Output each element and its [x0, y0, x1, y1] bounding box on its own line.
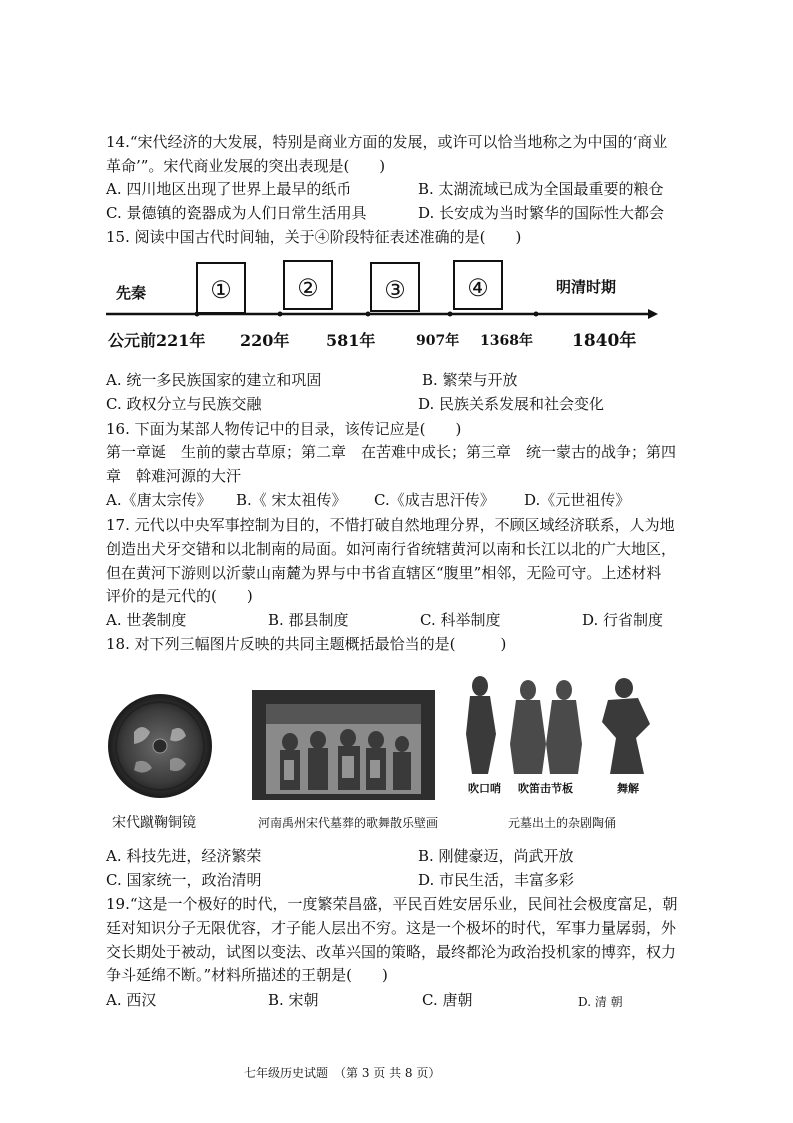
q19-option-a: A. 西汉 [106, 991, 157, 1009]
q14-option-a: A. 四川地区出现了世界上最早的纸币 [106, 180, 352, 198]
q16-option-c: C.《成吉思汗传》 [374, 491, 495, 509]
q16-line3: 章 斡难河源的大汗 [106, 467, 242, 485]
timeline-year-5: 1368年 [480, 333, 533, 349]
page-footer: 七年级历史试题 （第 3 页 共 8 页） [244, 1066, 441, 1080]
q17-option-a: A. 世袭制度 [106, 611, 187, 629]
q16-line2: 第一章诞 生前的蒙古草原；第二章 在苦难中成长；第三章 统一蒙古的战争；第四 [106, 443, 677, 461]
q14-stem-line2: 革命’”。宋代商业发展的突出表现是( ) [106, 157, 386, 175]
q16-stem: 16. 下面为某部人物传记中的目录，该传记应是( ) [106, 420, 462, 438]
timeline [100, 252, 660, 356]
timeline-start-label: 先秦 [116, 284, 147, 302]
q16-option-b: B.《 宋太祖传》 [236, 491, 347, 509]
q17-line2: 创造出犬牙交错和以北制南的局面。如河南行省统辖黄河以南和长江以北的广大地区， [106, 540, 677, 558]
q17-line3: 但在黄河下游则以沂蒙山南麓为界与中书省直辖区“腹里”相邻，无险可守。上述材料 [106, 564, 662, 582]
q18-option-d: D. 市民生活，丰富多彩 [418, 871, 575, 889]
timeline-box-2: ② [283, 260, 333, 310]
figurines-image [458, 674, 658, 778]
q17-option-b: B. 郡县制度 [268, 611, 349, 629]
figurine-label-2: 吹笛击节板 [518, 782, 573, 795]
timeline-end-label: 明清时期 [556, 278, 617, 296]
q15-option-d: D. 民族关系发展和社会变化 [418, 395, 605, 413]
q15-option-a: A. 统一多民族国家的建立和巩固 [106, 371, 322, 389]
q16-option-a: A.《唐太宗传》 [106, 491, 212, 509]
timeline-box-4: ④ [453, 260, 503, 310]
q18-option-c: C. 国家统一，政治清明 [106, 871, 262, 889]
q19-line3: 交长期处于被动，试图以变法、改革兴国的策略，最终都沦为政治投机家的博弈，权力 [106, 943, 677, 961]
timeline-year-3: 581年 [326, 331, 376, 350]
q16-option-d: D.《元世祖传》 [524, 491, 631, 509]
figurine-label-1: 吹口哨 [468, 782, 501, 795]
caption-figurines: 元墓出土的杂剧陶俑 [508, 816, 617, 830]
q17-option-c: C. 科举制度 [420, 611, 501, 629]
timeline-box-1: ① [196, 262, 246, 314]
figurine-label-3: 舞解 [617, 782, 639, 795]
q15-stem: 15. 阅读中国古代时间轴，关于④阶段特征表述准确的是( ) [106, 228, 522, 246]
q17-line1: 17. 元代以中央军事控制为目的，不惜打破自然地理分界，不顾区域经济联系，人为地 [106, 516, 675, 534]
q14-option-b: B. 太湖流域已成为全国最重要的粮仓 [418, 180, 664, 198]
bronze-mirror-image [106, 692, 214, 800]
timeline-year-2: 220年 [240, 331, 290, 350]
q18-option-a: A. 科技先进，经济繁荣 [106, 847, 262, 865]
caption-mural: 河南禹州宋代墓葬的歌舞散乐壁画 [258, 816, 439, 830]
timeline-box-3: ③ [370, 262, 420, 312]
q14-option-d: D. 长安成为当时繁华的国际性大都会 [418, 204, 665, 222]
q17-option-d: D. 行省制度 [582, 611, 664, 629]
timeline-year-4: 907年 [416, 333, 460, 349]
q18-stem: 18. 对下列三幅图片反映的共同主题概括最恰当的是( ) [106, 635, 507, 653]
q15-option-c: C. 政权分立与民族交融 [106, 395, 262, 413]
caption-mirror: 宋代蹴鞠铜镜 [112, 815, 196, 831]
q17-line4: 评价的是元代的( ) [106, 587, 253, 605]
q19-line1: 19.“这是一个极好的时代，一度繁荣昌盛，平民百姓安居乐业，民间社会极度富足，朝 [106, 895, 678, 913]
timeline-year-6: 1840年 [572, 331, 637, 351]
q15-option-b: B. 繁荣与开放 [422, 371, 518, 389]
q14-stem-line1: 14.“宋代经济的大发展，特别是商业方面的发展，或许可以恰当地称之为中国的‘商业 [106, 133, 668, 151]
q19-option-c: C. 唐朝 [422, 991, 473, 1009]
q14-option-c: C. 景德镇的瓷器成为人们日常生活用具 [106, 204, 367, 222]
mural-image [252, 690, 435, 800]
q19-option-b: B. 宋朝 [268, 991, 319, 1009]
q19-option-d: D. 清 朝 [578, 995, 623, 1009]
timeline-year-1: 公元前221年 [108, 331, 206, 350]
q18-option-b: B. 刚健豪迈，尚武开放 [418, 847, 574, 865]
q19-line2: 廷对知识分子无限优容，才子能人层出不穷。这是一个极坏的时代，军事力量孱弱，外 [106, 919, 677, 937]
q19-line4: 争斗延绵不断。”材料所描述的王朝是( ) [106, 966, 388, 984]
